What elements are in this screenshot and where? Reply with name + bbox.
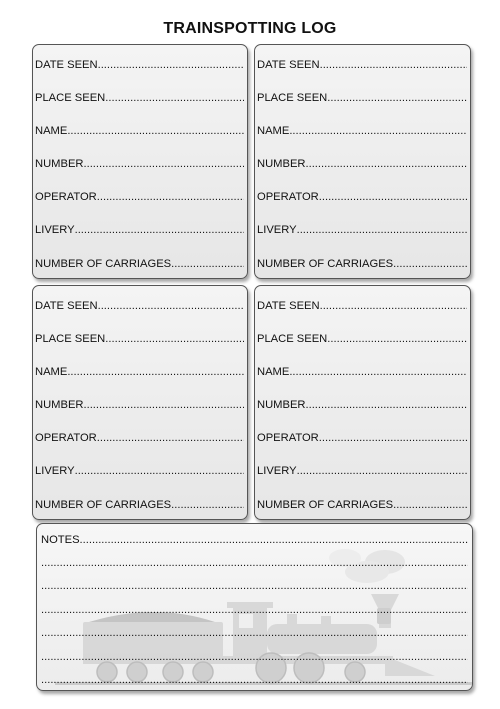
field-row: [35, 432, 244, 444]
field-row: [257, 465, 467, 477]
field-label: NUMBER: [35, 399, 84, 411]
fill-in-line[interactable]: [171, 499, 244, 511]
field-row: [35, 499, 244, 511]
field-label: OPERATOR: [35, 191, 97, 203]
fill-in-line[interactable]: [98, 59, 244, 71]
field-label: LIVERY: [35, 224, 75, 236]
field-row: [257, 499, 467, 511]
field-row: [35, 158, 244, 170]
fill-in-line[interactable]: [97, 432, 244, 444]
fill-in-line[interactable]: [41, 651, 468, 663]
notes-line[interactable]: [41, 580, 468, 592]
field-label: LIVERY: [257, 465, 297, 477]
field-row: [35, 59, 244, 71]
field-label: NAME: [257, 366, 290, 378]
log-card-1: [32, 44, 248, 279]
fill-in-line[interactable]: [320, 300, 467, 312]
fill-in-line[interactable]: [305, 399, 467, 411]
log-card-4: [254, 285, 471, 520]
fill-in-line[interactable]: [297, 224, 467, 236]
field-label: PLACE SEEN: [35, 333, 106, 345]
log-card-2: [254, 44, 471, 279]
fill-in-line[interactable]: [41, 604, 468, 616]
field-label: DATE SEEN: [35, 300, 98, 312]
fill-in-line[interactable]: [97, 191, 244, 203]
fill-in-line[interactable]: [75, 465, 244, 477]
field-row: [257, 125, 467, 137]
fill-in-line[interactable]: [393, 258, 467, 270]
fill-in-line[interactable]: [80, 534, 468, 546]
field-row: [35, 92, 244, 104]
notes-line[interactable]: [41, 627, 468, 639]
field-label: NAME: [257, 125, 290, 137]
fill-in-line[interactable]: [393, 499, 467, 511]
field-label: PLACE SEEN: [35, 92, 106, 104]
fill-in-line[interactable]: [289, 366, 467, 378]
field-row: [257, 333, 467, 345]
fill-in-line[interactable]: [105, 92, 244, 104]
fill-in-line[interactable]: [67, 125, 244, 137]
fill-in-line[interactable]: [67, 366, 244, 378]
field-label: LIVERY: [257, 224, 297, 236]
notes-box: [36, 523, 473, 691]
field-label: DATE SEEN: [35, 59, 98, 71]
fill-in-line[interactable]: [327, 333, 467, 345]
notes-line[interactable]: [41, 557, 468, 569]
field-row: [35, 399, 244, 411]
field-label: NUMBER OF CARRIAGES: [257, 258, 394, 270]
field-label: OPERATOR: [257, 191, 319, 203]
field-row: [257, 300, 467, 312]
field-label: OPERATOR: [35, 432, 97, 444]
fill-in-line[interactable]: [75, 224, 244, 236]
fill-in-line[interactable]: [98, 300, 244, 312]
field-row: [35, 224, 244, 236]
fill-in-line[interactable]: [297, 465, 467, 477]
field-label: OPERATOR: [257, 432, 319, 444]
field-row: [257, 92, 467, 104]
field-row: [35, 333, 244, 345]
field-row: [257, 399, 467, 411]
notes-line[interactable]: [41, 651, 468, 663]
field-row: [257, 59, 467, 71]
field-row: [257, 366, 467, 378]
fill-in-line[interactable]: [327, 92, 467, 104]
field-label: NUMBER: [35, 158, 84, 170]
field-row: [35, 258, 244, 270]
field-label: DATE SEEN: [257, 59, 320, 71]
field-row: [257, 158, 467, 170]
fill-in-line[interactable]: [41, 674, 468, 686]
field-label: NAME: [35, 125, 68, 137]
field-label: NAME: [35, 366, 68, 378]
fill-in-line[interactable]: [41, 580, 468, 592]
field-label: NUMBER OF CARRIAGES: [35, 258, 172, 270]
notes-line[interactable]: [41, 534, 468, 546]
fill-in-line[interactable]: [289, 125, 467, 137]
fill-in-line[interactable]: [171, 258, 244, 270]
log-card-3: [32, 285, 248, 520]
field-row: [35, 191, 244, 203]
fill-in-line[interactable]: [83, 158, 244, 170]
field-label: PLACE SEEN: [257, 92, 328, 104]
fill-in-line[interactable]: [319, 191, 467, 203]
field-label: NUMBER: [257, 158, 306, 170]
fill-in-line[interactable]: [83, 399, 244, 411]
page-title: TRAINSPOTTING LOG: [163, 20, 337, 37]
field-label: NUMBER: [257, 399, 306, 411]
notes-line[interactable]: [41, 674, 468, 686]
field-row: [257, 258, 467, 270]
field-row: [35, 300, 244, 312]
field-row: [257, 224, 467, 236]
field-row: [257, 191, 467, 203]
fill-in-line[interactable]: [41, 627, 468, 639]
fill-in-line[interactable]: [41, 557, 468, 569]
field-row: [35, 465, 244, 477]
field-label: NUMBER OF CARRIAGES: [257, 499, 394, 511]
field-row: [257, 432, 467, 444]
field-row: [35, 125, 244, 137]
fill-in-line[interactable]: [305, 158, 467, 170]
fill-in-line[interactable]: [105, 333, 244, 345]
fill-in-line[interactable]: [320, 59, 467, 71]
fill-in-line[interactable]: [319, 432, 467, 444]
field-label: PLACE SEEN: [257, 333, 328, 345]
field-label: DATE SEEN: [257, 300, 320, 312]
field-label: NUMBER OF CARRIAGES: [35, 499, 172, 511]
notes-line[interactable]: [41, 604, 468, 616]
field-label: LIVERY: [35, 465, 75, 477]
notes-label: NOTES: [41, 534, 80, 546]
field-row: [35, 366, 244, 378]
